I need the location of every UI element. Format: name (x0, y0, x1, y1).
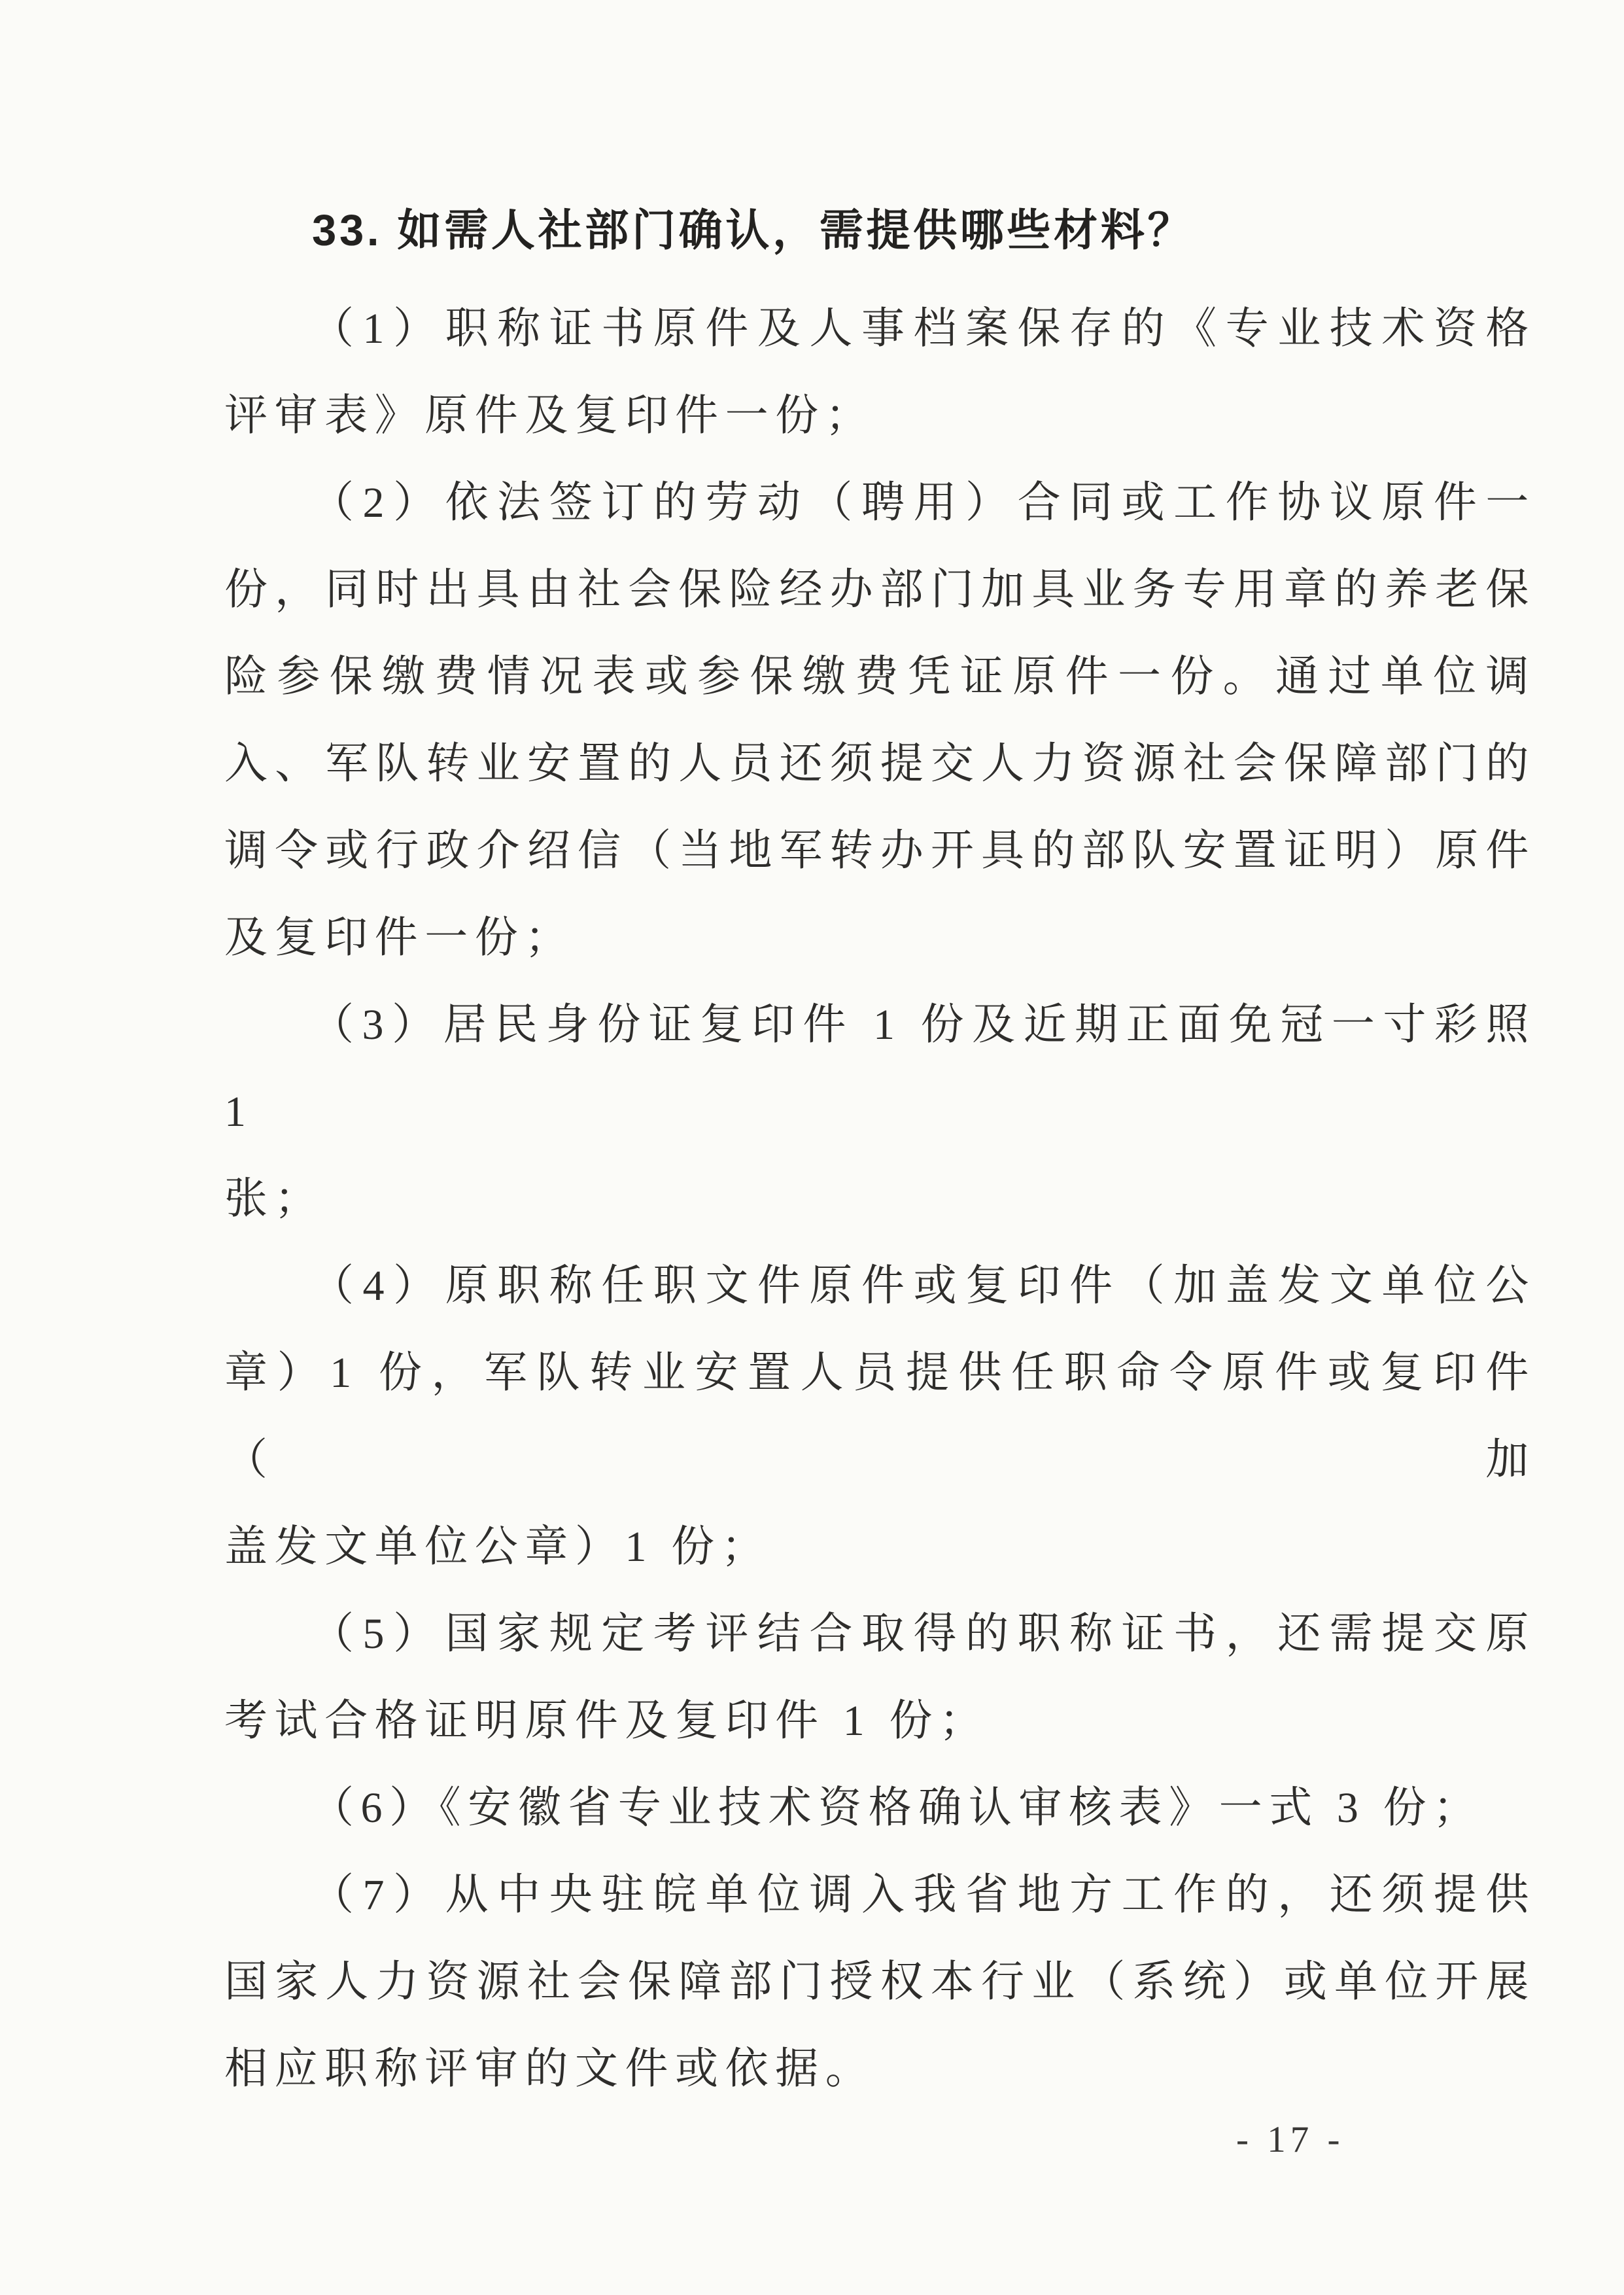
text-line: 盖发文单位公章）1 份； (224, 1523, 772, 1571)
text-line: （3）居民身份证复印件 1 份及近期正面免冠一寸彩照 1 (224, 1001, 1536, 1136)
text-line: 评审表》原件及复印件一份； (224, 392, 876, 440)
text-line: 相应职称评审的文件或依据。 (224, 2045, 876, 2093)
text-line: （4）原职称任职文件原件或复印件（加盖发文单位公 (311, 1262, 1536, 1310)
text-line: 张； (224, 1175, 325, 1223)
text-line: 考试合格证明原件及复印件 1 份； (224, 1697, 990, 1745)
text-line: 章）1 份，军队转业安置人员提供任职命令原件或复印件（加 (224, 1349, 1536, 1484)
text-line: 及复印件一份； (224, 914, 575, 962)
text-line: 国家人力资源社会保障部门授权本行业（系统）或单位开展 (224, 1958, 1536, 2006)
text-line: （5）国家规定考评结合取得的职称证书，还需提交原 (311, 1610, 1536, 1658)
page-number: - 17 - (1236, 2119, 1345, 2160)
text-line: 份，同时出具由社会保险经办部门加具业务专用章的养老保 (224, 566, 1536, 614)
text-line: （6）《安徽省专业技术资格确认审核表》一式 3 份； (311, 1784, 1483, 1832)
text-line: （7）从中央驻皖单位调入我省地方工作的，还须提供 (311, 1871, 1536, 1919)
text-line: 入、军队转业安置的人员还须提交人力资源社会保障部门的 (224, 740, 1536, 788)
question-title: 33. 如需人社部门确认，需提供哪些材料？ (312, 206, 1195, 255)
text-line: （1）职称证书原件及人事档案保存的《专业技术资格 (311, 305, 1536, 353)
document-body (224, 187, 1536, 2112)
text-line: 调令或行政介绍信（当地军转办开具的部队安置证明）原件 (224, 827, 1536, 875)
text-line: （2）依法签订的劳动（聘用）合同或工作协议原件一 (311, 479, 1536, 527)
text-line: 险参保缴费情况表或参保缴费凭证原件一份。通过单位调 (224, 653, 1536, 701)
